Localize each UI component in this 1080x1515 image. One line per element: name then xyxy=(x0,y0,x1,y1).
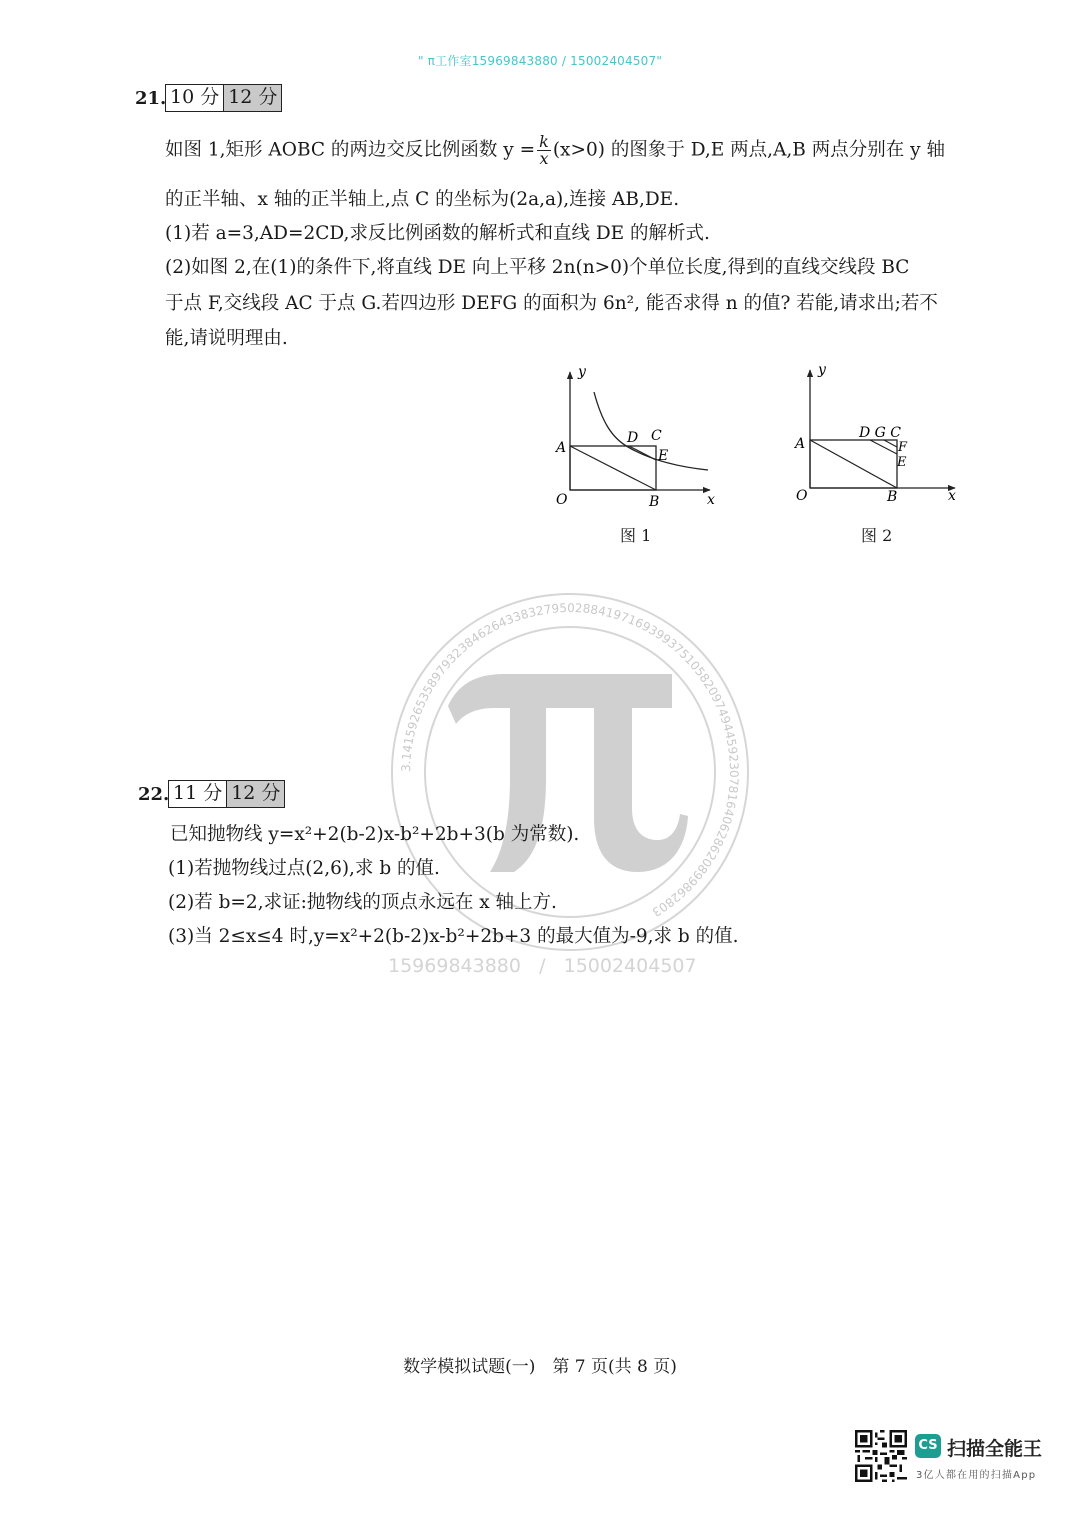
fig1-segment-ab xyxy=(570,446,656,490)
question-22-number: 22. xyxy=(138,784,170,805)
fig1-label-d: D xyxy=(627,430,639,446)
fig2-label-o: O xyxy=(796,488,808,504)
q22-part2: (2)若 b=2,求证:抛物线的顶点永远在 x 轴上方. xyxy=(168,892,557,913)
q22-part1: (1)若抛物线过点(2,6),求 b 的值. xyxy=(168,858,440,879)
q21-part1: (1)若 a=3,AD=2CD,求反比例函数的解析式和直线 DE 的解析式. xyxy=(165,223,710,244)
question-21-score-box xyxy=(165,84,282,112)
camscanner-logo-icon: CS xyxy=(915,1434,941,1458)
fig2-label-a: A xyxy=(795,436,806,452)
ring-digits-path: 3.14159265358979323846264338327950288419716939937510582097494459230781640628620899862803 xyxy=(398,600,742,920)
question-22-score-box xyxy=(168,780,285,808)
fig1-segment-de xyxy=(629,446,656,460)
score-option-a: 10 分 xyxy=(165,84,224,112)
figure-1-caption: 图 1 xyxy=(620,526,652,545)
figure-1 xyxy=(550,362,730,512)
fig1-label-y: y xyxy=(578,364,586,380)
fig2-label-dgc: D G C xyxy=(859,425,902,441)
q21-line1 xyxy=(165,134,945,167)
q21-line1-post: (x>0) 的图象于 D,E 两点,A,B 两点分别在 y 轴 xyxy=(552,139,945,161)
fig2-label-y: y xyxy=(818,362,826,378)
fraction-k-over-x xyxy=(537,134,551,167)
q21-part2-line1: (2)如图 2,在(1)的条件下,将直线 DE 向上平移 2n(n>0)个单位长度,得到的直线交线段 BC xyxy=(165,257,910,278)
fig2-label-f: F xyxy=(898,440,908,455)
score-option-b: 12 分 xyxy=(224,84,282,112)
q21-line2: 的正半轴、x 轴的正半轴上,点 C 的坐标为(2a,a),连接 AB,DE. xyxy=(165,189,680,210)
fig2-segment-de xyxy=(870,440,897,454)
camscanner-subtitle: 3亿人都在用的扫描App xyxy=(916,1470,1037,1481)
q21-part2-line2: 于点 F,交线段 AC 于点 G.若四边形 DEFG 的面积为 6n², 能否求得 n 的值? 若能,请求出;若不 xyxy=(165,293,938,314)
fig1-label-c: C xyxy=(651,428,662,444)
camscanner-title: 扫描全能王 xyxy=(947,1438,1043,1460)
q22-part3: (3)当 2≤x≤4 时,y=x²+2(b-2)x-b²+2b+3 的最大值为-9,求 b 的值. xyxy=(168,926,739,947)
fig2-label-e: E xyxy=(897,455,907,470)
fig1-label-a: A xyxy=(556,440,567,456)
score-option-b: 12 分 xyxy=(227,780,285,808)
fig1-label-o: O xyxy=(556,492,568,508)
fig2-label-x: x xyxy=(948,488,956,504)
q21-line1-pre: 如图 1,矩形 AOBC 的两边交反比例函数 y = xyxy=(165,139,536,161)
fig1-label-e: E xyxy=(658,448,669,464)
phone-watermark: 15969843880 / 15002404507 xyxy=(388,955,697,977)
q22-line1: 已知抛物线 y=x²+2(b-2)x-b²+2b+3(b 为常数). xyxy=(170,824,580,845)
fig1-label-x: x xyxy=(707,492,715,508)
question-21-number: 21. xyxy=(135,88,167,109)
score-option-a: 11 分 xyxy=(168,780,227,808)
frac-denominator: x xyxy=(539,149,549,168)
fig2-segment-gf xyxy=(884,440,897,447)
fig2-label-b: B xyxy=(887,489,898,505)
frac-numerator: k xyxy=(539,132,549,151)
figure-2 xyxy=(790,362,970,512)
page-footer: 数学模拟试题(一) 第 7 页(共 8 页) xyxy=(403,1357,677,1377)
q21-part2-line3: 能,请说明理由. xyxy=(165,328,288,349)
ring-digits xyxy=(399,601,741,919)
fig1-label-b: B xyxy=(649,494,660,510)
top-watermark: " π工作室15969843880 / 15002404507" xyxy=(417,54,663,68)
qr-code-icon xyxy=(855,1430,907,1482)
figure-2-caption: 图 2 xyxy=(861,526,893,545)
